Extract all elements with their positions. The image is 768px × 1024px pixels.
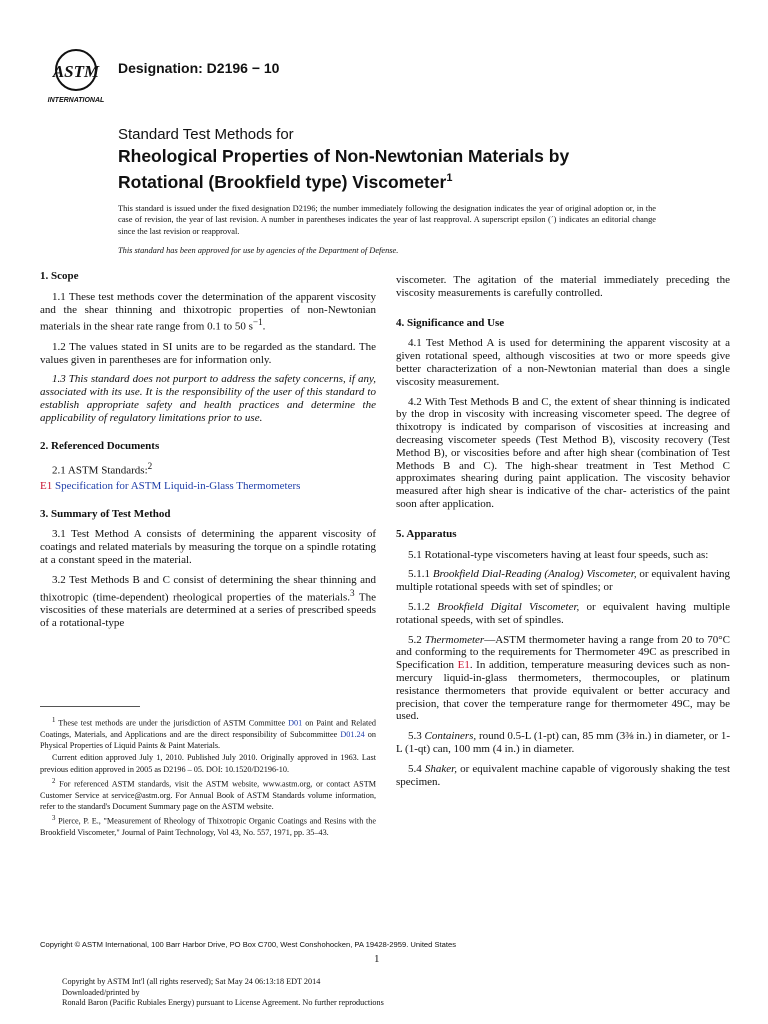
para-5-4 (396, 763, 730, 789)
title-line-2-text: Rotational (Brookfield type) Viscometer (118, 171, 447, 192)
para-5-3 (396, 730, 730, 756)
para-1-1 (40, 291, 376, 334)
section-4-heading: 4. Significance and Use (396, 316, 505, 329)
para-5-2-num: 5.2 (408, 633, 425, 646)
exponent: −1 (252, 317, 263, 328)
section-2-heading: 2. Referenced Documents (40, 439, 160, 452)
para-4-2: 4.2 With Test Methods B and C, the extent of shear thinning is indicated by the drop in viscosity with increasing viscometer speed. The degree of thixotropy is indicated by comparison of viscosities at increasing and decreasing viscometer speeds (Test Method B), viscosity recovery (Test Method B), or viscosities before and after high shear (combination of Test Methods B and C). The high-shear treatment in Test Method C approximates shearing during paint application. The viscosity behavior measured after high shear is indicative of the char- acteristics of the paint soon after application. (396, 395, 730, 510)
para-5-2-b: . In addition, temperature measuring devices such as non-mercury liquid-in-glass thermometers, thermocouples, or platinum resistance thermometers that provide equivalent or better accuracy and precision, that cover the temperature range for thermometer 49C, may be used. (396, 659, 730, 723)
astm-logo (40, 46, 112, 106)
fn1-c: on Physical Properties of Liquid Paints & Paint Materials. (40, 729, 376, 751)
section-3-heading: 3. Summary of Test Method (40, 507, 171, 520)
para-3-1: 3.1 Test Method A consists of determining the apparent viscosity of coatings and related materials by measuring the torque on a spindle rotating at a constant speed in the material. (40, 528, 376, 567)
ref-e1-code[interactable]: E1 (40, 479, 53, 492)
para-5-1: 5.1 Rotational-type viscometers having at least four speeds, such as: (408, 548, 709, 561)
para-5-2-term: Thermometer (424, 633, 485, 646)
para-5-3-rest: round 0.5-L (1-pt) can, 85 mm (3⅜ in.) in diameter, or 1-L (1-qt) can, 100 mm (4 in.) in diameter. (396, 730, 731, 755)
para-3-2-end: The viscosities of these materials are determined at a series of prescribed speeds of a rotational-type (40, 591, 376, 629)
footnote-ref-2: 2 (147, 461, 153, 472)
footnotes (40, 715, 376, 839)
footnote-ref-3: 3 (350, 587, 355, 598)
copyright-line: Copyright © ASTM International, 100 Barr Harbor Drive, PO Box C700, West Conshohocken, PA 19428-2959. United States (40, 940, 457, 949)
fn1-link-d0124[interactable]: D01.24 (340, 729, 365, 739)
para-5-4-rest: or equivalent machine capable of vigorously shaking the test specimen. (396, 762, 730, 788)
title-line-1: Rheological Properties of Non-Newtonian Materials by (118, 146, 570, 166)
footnote-edition: Current edition approved July 1, 2010. Published July 2010. Originally approved in 1963. Last previous edition approved in 2005 as D2196 – 05. DOI: 10.1520/D2196-10. (40, 753, 376, 774)
para-5-1-2-term: Brookfield Digital Viscometer, (437, 600, 580, 613)
para-5-1-1 (396, 568, 730, 594)
para-3-2-text: 3.2 Test Methods B and C consist of determining the shear thinning and thixotropic (time-dependent) rheological properties of the materials. (40, 573, 376, 604)
dod-approval-note: This standard has been approved for use by agencies of the Department of Defense. (118, 246, 399, 255)
para-1-1-text: 1.1 These test methods cover the determination of the apparent viscosity and the shear thinning and thixotropic properties of non-Newtonian materials in the shear rate range from 0.1 to 50 s (40, 290, 376, 334)
footnote-2: $^2$ For referenced ASTM standards, visit the ASTM website, www.astm.org, or contact ASTM Customer Service at service@astm.org. For Annual Book of ASTM Standards volume information, refer to the standard's Document Summary page on the ASTM website. (40, 777, 377, 811)
para-5-1-1-term: Brookfield Dial-Reading (Analog) Viscometer, (432, 568, 637, 581)
fn2-text: For referenced ASTM standards, visit the ASTM website, www.astm.org, or contact ASTM Customer Service at service@astm.org. For Annual Book of ASTM Standards volume information, refer to the standard's Document Summary page on the ASTM website. (40, 779, 377, 811)
right-column (396, 274, 730, 795)
para-5-3-term: Containers, (424, 730, 477, 743)
para-5-4-term: Shaker, (424, 762, 457, 775)
footnote-divider (40, 706, 140, 707)
footnote-1: $^1$ These test methods are under the jurisdiction of ASTM Committee D01 on Paint and Related Coatings, Materials, and Applications and are the direct responsibility of Subcommittee D01.24 on Physical Properties of Liquid Paints & Paint Materials. (40, 717, 376, 751)
ref-e1-link[interactable]: E1 (457, 659, 470, 672)
para-5-1-2-rest: or equivalent having multiple rotational speeds, with set of spindles. (396, 600, 730, 626)
para-3-2 (40, 574, 376, 630)
para-5-4-num: 5.4 (408, 762, 425, 775)
para-5-3-num: 5.3 (408, 730, 425, 743)
fn3-text: Pierce, P. E., "Measurement of Rheology of Thixotropic Organic Coatings and Resins with the Brookfield Viscometer," Journal of Paint Technology, Vol 43, No. 557, 1971, pp. 35–43. (40, 816, 376, 838)
section-5-heading: 5. Apparatus (396, 527, 457, 540)
fn1-a: These test methods are under the jurisdiction of ASTM Committee (58, 718, 289, 728)
para-4-1: 4.1 Test Method A is used for determining the apparent viscosity at a given rotational speed, although viscosities at two or more speeds give better characterization of a non-Newtonian material than does a single viscosity measurement. (396, 337, 730, 388)
title-line-2 (118, 167, 718, 193)
para-5-2 (396, 634, 730, 724)
para-1-1-end: . (262, 321, 266, 334)
issuance-note: This standard is issued under the fixed designation D2196; the number immediately following the designation indicates the year of original adoption or, in the case of revision, the year of last revision. A number in parentheses indicates the year of last reapproval. A superscript epsilon (´) indicates an editorial change since the last revision or reapproval. (118, 204, 656, 236)
watermark-line-1: Copyright by ASTM Int'l (all rights reserved); Sat May 24 06:13:18 EDT 2014 (62, 977, 321, 986)
para-1-3: 1.3 This standard does not purport to address the safety concerns, if any, associated with its use. It is the responsibility of the user of this standard to establish appropriate safety and health practices and determine the applicability of regulatory limitations prior to use. (40, 373, 376, 424)
section-1-heading: 1. Scope (40, 270, 79, 282)
left-column (40, 270, 376, 637)
watermark-line-2: Downloaded/printed by (62, 987, 140, 997)
para-5-1-1-rest: or equivalent having multiple rotational speeds with set of spindles; or (396, 568, 731, 594)
title-footnote-ref: 1 (446, 172, 453, 184)
footnote-3: $^3$ Pierce, P. E., "Measurement of Rheology of Thixotropic Organic Coatings and Resins with the Brookfield Viscometer," Journal of Paint Technology, Vol 43, No. 557, 1971, pp. 35–43. (40, 815, 376, 838)
para-1-2: 1.2 The values stated in SI units are to be regarded as the standard. The values given in parentheses are for information only. (40, 340, 376, 366)
para-5-1-2 (396, 601, 730, 627)
para-2-1 (40, 460, 376, 477)
ref-e1[interactable] (40, 480, 376, 493)
fn1-link-d01[interactable]: D01 (288, 718, 303, 728)
license-watermark (62, 977, 662, 1009)
fn1-b: on Paint and Related Coatings, Materials, and Applications and are the direct responsibility of Subcommittee (40, 718, 376, 739)
page-number: 1 (374, 953, 380, 965)
designation: Designation: D2196 − 10 (118, 60, 280, 76)
title-block (118, 126, 718, 193)
title-prefix: Standard Test Methods for (118, 126, 294, 143)
para-5-1-2-num: 5.1.2 (408, 600, 438, 613)
watermark-line-3: Ronald Baron (Pacific Rubiales Energy) pursuant to License Agreement. No further reproductions (62, 998, 384, 1007)
ref-e1-title[interactable]: Specification for ASTM Liquid-in-Glass Thermometers (52, 479, 301, 492)
para-5-2-a: —ASTM thermometer having a range from 20 to 70°C and conforming to the requirements for Thermometer 49C as prescribed in Specification (396, 633, 731, 672)
para-2-1-text: 2.1 ASTM Standards: (52, 465, 148, 478)
para-3-2-continued: viscometer. The agitation of the material immediately preceding the viscosity measurements is carefully controlled. (396, 274, 730, 299)
para-5-1-1-num: 5.1.1 (408, 568, 433, 581)
logo-text: ASTM (52, 62, 100, 81)
logo-subtext: INTERNATIONAL (47, 97, 105, 104)
